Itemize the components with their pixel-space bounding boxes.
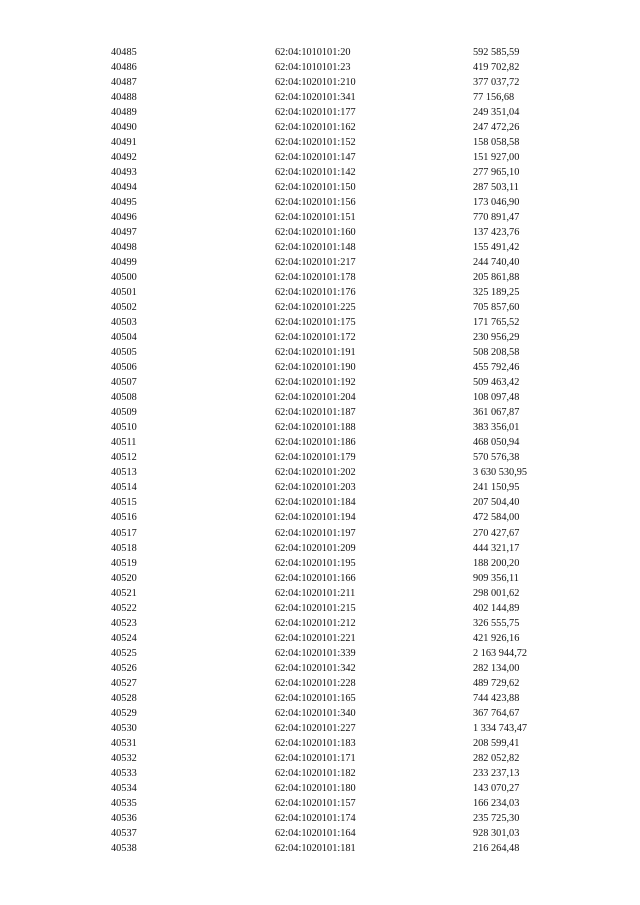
cadastral-number: 62:04:1020101:221 [275, 632, 356, 644]
cadastral-value: 137 423,76 [473, 227, 520, 239]
cadastral-number: 62:04:1020101:176 [275, 287, 356, 299]
row-number: 40514 [111, 482, 137, 494]
cadastral-value: 208 599,41 [473, 737, 520, 749]
row-number: 40505 [111, 347, 137, 359]
cadastral-number: 62:04:1020101:192 [275, 377, 356, 389]
cadastral-number: 62:04:1020101:341 [275, 92, 356, 104]
cadastral-number: 62:04:1020101:227 [275, 722, 356, 734]
row-number: 40535 [111, 797, 137, 809]
row-number: 40534 [111, 782, 137, 794]
cadastral-number: 62:04:1020101:164 [275, 827, 356, 839]
table-row [0, 120, 640, 135]
row-number: 40496 [111, 212, 137, 224]
row-number: 40522 [111, 602, 137, 614]
table-row [0, 285, 640, 300]
table-row [0, 556, 640, 571]
cadastral-number: 62:04:1020101:151 [275, 212, 356, 224]
cadastral-value: 205 861,88 [473, 272, 520, 284]
table-row [0, 405, 640, 420]
cadastral-number: 62:04:1020101:178 [275, 272, 356, 284]
table-row [0, 330, 640, 345]
cadastral-value: 455 792,46 [473, 362, 520, 374]
cadastral-number: 62:04:1020101:177 [275, 107, 356, 119]
cadastral-value: 361 067,87 [473, 407, 520, 419]
cadastral-number: 62:04:1020101:152 [275, 137, 356, 149]
row-number: 40521 [111, 587, 137, 599]
table-row [0, 105, 640, 120]
cadastral-value: 3 630 530,95 [473, 467, 528, 479]
row-number: 40516 [111, 512, 137, 524]
cadastral-value: 270 427,67 [473, 527, 520, 539]
table-row [0, 195, 640, 210]
table-row [0, 90, 640, 105]
cadastral-value: 402 144,89 [473, 602, 520, 614]
table-row [0, 526, 640, 541]
cadastral-number: 62:04:1020101:180 [275, 782, 356, 794]
row-number: 40502 [111, 302, 137, 314]
cadastral-value: 592 585,59 [473, 47, 520, 58]
cadastral-value: 367 764,67 [473, 707, 520, 719]
table-row [0, 150, 640, 165]
row-number: 40519 [111, 557, 137, 569]
table-row [0, 210, 640, 225]
cadastral-value: 244 740,40 [473, 257, 520, 269]
cadastral-value: 233 237,13 [473, 767, 520, 779]
table-row [0, 661, 640, 676]
row-number: 40530 [111, 722, 137, 734]
row-number: 40486 [111, 62, 137, 74]
cadastral-number: 62:04:1020101:215 [275, 602, 356, 614]
cadastral-number: 62:04:1020101:156 [275, 197, 356, 209]
table-row [0, 736, 640, 751]
cadastral-number: 62:04:1020101:212 [275, 617, 356, 629]
row-number: 40503 [111, 317, 137, 329]
cadastral-value: 928 301,03 [473, 827, 520, 839]
table-row [0, 841, 640, 856]
row-number: 40510 [111, 422, 137, 434]
table-row [0, 796, 640, 811]
row-number: 40490 [111, 122, 137, 134]
table-row [0, 255, 640, 270]
row-number: 40500 [111, 272, 137, 284]
table-row [0, 75, 640, 90]
cadastral-value: 489 729,62 [473, 677, 520, 689]
cadastral-value: 770 891,47 [473, 212, 520, 224]
row-number: 40538 [111, 842, 137, 854]
table-row [0, 60, 640, 75]
row-number: 40506 [111, 362, 137, 374]
row-number: 40508 [111, 392, 137, 404]
cadastral-value: 247 472,26 [473, 122, 520, 134]
table-row [0, 225, 640, 240]
table-row [0, 631, 640, 646]
cadastral-value: 151 927,00 [473, 152, 520, 164]
cadastral-number: 62:04:1020101:195 [275, 557, 356, 569]
cadastral-number: 62:04:1020101:179 [275, 452, 356, 464]
row-number: 40518 [111, 542, 137, 554]
row-number: 40492 [111, 152, 137, 164]
table-row [0, 616, 640, 631]
row-number: 40517 [111, 527, 137, 539]
cadastral-number: 62:04:1020101:184 [275, 497, 356, 509]
cadastral-value: 377 037,72 [473, 77, 520, 89]
cadastral-number: 62:04:1020101:225 [275, 302, 356, 314]
row-number: 40524 [111, 632, 137, 644]
table-row [0, 721, 640, 736]
row-number: 40526 [111, 662, 137, 674]
table-row [0, 465, 640, 480]
cadastral-number: 62:04:1020101:175 [275, 317, 356, 329]
table-row [0, 270, 640, 285]
cadastral-number: 62:04:1020101:204 [275, 392, 356, 404]
row-number: 40533 [111, 767, 137, 779]
cadastral-value: 235 725,30 [473, 812, 520, 824]
cadastral-value: 509 463,42 [473, 377, 520, 389]
row-number: 40511 [111, 437, 137, 449]
table-row [0, 480, 640, 495]
table-row [0, 360, 640, 375]
table-row [0, 315, 640, 330]
cadastral-number: 62:04:1020101:211 [275, 587, 356, 599]
table-row [0, 135, 640, 150]
row-number: 40513 [111, 467, 137, 479]
cadastral-value: 444 321,17 [473, 542, 520, 554]
cadastral-value: 472 584,00 [473, 512, 520, 524]
table-row [0, 450, 640, 465]
table-row [0, 345, 640, 360]
cadastral-number: 62:04:1020101:190 [275, 362, 356, 374]
table-row [0, 240, 640, 255]
table-row [0, 300, 640, 315]
row-number: 40495 [111, 197, 137, 209]
cadastral-number: 62:04:1010101:23 [275, 62, 351, 74]
row-number: 40499 [111, 257, 137, 269]
cadastral-value: 173 046,90 [473, 197, 520, 209]
cadastral-value: 171 765,52 [473, 317, 520, 329]
cadastral-number: 62:04:1020101:339 [275, 647, 356, 659]
table-row [0, 811, 640, 826]
cadastral-number: 62:04:1020101:181 [275, 842, 356, 854]
table-row [0, 676, 640, 691]
cadastral-value: 909 356,11 [473, 572, 519, 584]
cadastral-value: 383 356,01 [473, 422, 520, 434]
table-row [0, 751, 640, 766]
cadastral-value: 216 264,48 [473, 842, 520, 854]
table-row [0, 180, 640, 195]
row-number: 40509 [111, 407, 137, 419]
cadastral-value: 188 200,20 [473, 557, 520, 569]
row-number: 40487 [111, 77, 137, 89]
row-number: 40520 [111, 572, 137, 584]
row-number: 40537 [111, 827, 137, 839]
cadastral-number: 62:04:1020101:194 [275, 512, 356, 524]
table-row [0, 435, 640, 450]
cadastral-value: 705 857,60 [473, 302, 520, 314]
table-row [0, 646, 640, 661]
cadastral-value: 230 956,29 [473, 332, 520, 344]
table-row [0, 706, 640, 721]
row-number: 40504 [111, 332, 137, 344]
cadastral-value: 298 001,62 [473, 587, 520, 599]
cadastral-number: 62:04:1020101:166 [275, 572, 356, 584]
cadastral-value: 158 058,58 [473, 137, 520, 149]
cadastral-value: 282 134,00 [473, 662, 520, 674]
cadastral-value: 570 576,38 [473, 452, 520, 464]
row-number: 40498 [111, 242, 137, 254]
cadastral-number: 62:04:1020101:202 [275, 467, 356, 479]
cadastral-value: 419 702,82 [473, 62, 520, 74]
cadastral-number: 62:04:1020101:150 [275, 182, 356, 194]
cadastral-number: 62:04:1020101:183 [275, 737, 356, 749]
cadastral-number: 62:04:1020101:209 [275, 542, 356, 554]
cadastral-value: 2 163 944,72 [473, 647, 528, 659]
cadastral-value: 325 189,25 [473, 287, 520, 299]
row-number: 40528 [111, 692, 137, 704]
cadastral-number: 62:04:1020101:228 [275, 677, 356, 689]
cadastral-number: 62:04:1020101:174 [275, 812, 356, 824]
cadastral-number: 62:04:1020101:340 [275, 707, 356, 719]
cadastral-number: 62:04:1020101:165 [275, 692, 356, 704]
row-number: 40529 [111, 707, 137, 719]
cadastral-number: 62:04:1020101:160 [275, 227, 356, 239]
row-number: 40512 [111, 452, 137, 464]
cadastral-number: 62:04:1010101:20 [275, 47, 351, 58]
cadastral-number: 62:04:1020101:197 [275, 527, 356, 539]
cadastral-value: 207 504,40 [473, 497, 520, 509]
table-row [0, 510, 640, 525]
cadastral-value: 249 351,04 [473, 107, 520, 119]
cadastral-value: 282 052,82 [473, 752, 520, 764]
cadastral-value: 77 156,68 [473, 92, 515, 104]
row-number: 40489 [111, 107, 137, 119]
cadastral-value: 508 208,58 [473, 347, 520, 359]
table-row [0, 165, 640, 180]
table-row [0, 826, 640, 841]
cadastral-number: 62:04:1020101:187 [275, 407, 356, 419]
table-row [0, 420, 640, 435]
row-number: 40507 [111, 377, 137, 389]
row-number: 40527 [111, 677, 137, 689]
table-row [0, 375, 640, 390]
table-row [0, 781, 640, 796]
table-row [0, 601, 640, 616]
cadastral-value: 287 503,11 [473, 182, 519, 194]
cadastral-number: 62:04:1020101:203 [275, 482, 356, 494]
row-number: 40532 [111, 752, 137, 764]
cadastral-value: 241 150,95 [473, 482, 520, 494]
cadastral-number: 62:04:1020101:191 [275, 347, 356, 359]
row-number: 40493 [111, 167, 137, 179]
row-number: 40485 [111, 47, 137, 58]
cadastral-number: 62:04:1020101:186 [275, 437, 356, 449]
row-number: 40488 [111, 92, 137, 104]
table-row [0, 495, 640, 510]
cadastral-number: 62:04:1020101:148 [275, 242, 356, 254]
table-row [0, 390, 640, 405]
table-row [0, 586, 640, 601]
cadastral-value: 143 070,27 [473, 782, 520, 794]
row-number: 40525 [111, 647, 137, 659]
cadastral-number: 62:04:1020101:147 [275, 152, 356, 164]
row-number: 40501 [111, 287, 137, 299]
row-number: 40536 [111, 812, 137, 824]
cadastral-number: 62:04:1020101:142 [275, 167, 356, 179]
table-row [0, 571, 640, 586]
cadastral-number: 62:04:1020101:217 [275, 257, 356, 269]
cadastral-value: 277 965,10 [473, 167, 520, 179]
row-number: 40523 [111, 617, 137, 629]
cadastral-value: 744 423,88 [473, 692, 520, 704]
cadastral-number: 62:04:1020101:342 [275, 662, 356, 674]
row-number: 40494 [111, 182, 137, 194]
cadastral-value: 468 050,94 [473, 437, 520, 449]
row-number: 40515 [111, 497, 137, 509]
table-row [0, 691, 640, 706]
cadastral-value: 326 555,75 [473, 617, 520, 629]
cadastral-value: 155 491,42 [473, 242, 520, 254]
cadastral-value: 166 234,03 [473, 797, 520, 809]
table-row [0, 766, 640, 781]
table-row [0, 541, 640, 556]
cadastral-value: 108 097,48 [473, 392, 520, 404]
cadastral-number: 62:04:1020101:162 [275, 122, 356, 134]
cadastral-number: 62:04:1020101:171 [275, 752, 356, 764]
cadastral-value: 1 334 743,47 [473, 722, 528, 734]
row-number: 40497 [111, 227, 137, 239]
row-number: 40491 [111, 137, 137, 149]
row-number: 40531 [111, 737, 137, 749]
table-row [0, 45, 640, 60]
cadastral-number: 62:04:1020101:157 [275, 797, 356, 809]
cadastral-value: 421 926,16 [473, 632, 520, 644]
cadastral-number: 62:04:1020101:210 [275, 77, 356, 89]
cadastral-value-table [0, 45, 640, 856]
cadastral-number: 62:04:1020101:182 [275, 767, 356, 779]
cadastral-number: 62:04:1020101:172 [275, 332, 356, 344]
cadastral-number: 62:04:1020101:188 [275, 422, 356, 434]
